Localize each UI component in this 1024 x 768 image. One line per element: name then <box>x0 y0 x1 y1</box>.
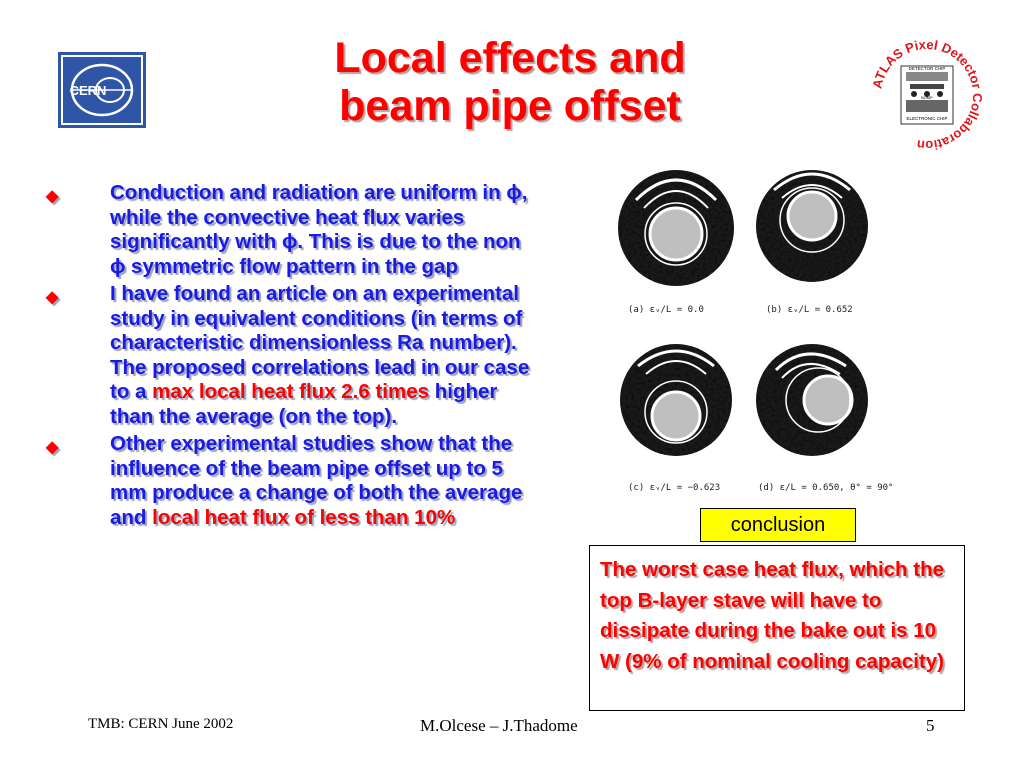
flow-caption-d: (d) ε/L = 0.650, θ° = 90° <box>758 483 894 493</box>
bullet-text-after: higher than the average (on the top). <box>110 380 498 428</box>
atlas-chip-label-3: ELECTRONIC CHIP <box>906 116 948 121</box>
diamond-bullet-icon: ◆ <box>46 188 59 205</box>
bullet-text: Conduction and radiation are uniform in ϕ, while the convective heat flux varies significantly with ϕ. This is due to the non ϕ symmetric flow pattern in the gap <box>110 181 528 278</box>
atlas-pixel-logo <box>868 36 986 154</box>
flow-panel-a <box>618 170 734 286</box>
conclusion-label: conclusion <box>700 508 856 542</box>
bullet-highlight: local heat flux of less than 10% <box>152 505 456 529</box>
diamond-bullet-icon: ◆ <box>46 289 59 306</box>
flow-panel-b <box>756 170 868 282</box>
bullet-item <box>40 282 540 429</box>
slide-title <box>250 34 770 130</box>
bullet-text: I have found an article on an experimental study in equivalent conditions (in terms of characteristic dimensionless Ra number). The proposed correlations lead in our case to a <box>110 282 530 403</box>
cern-logo-text: CERN <box>69 83 107 98</box>
conclusion-text: The worst case heat flux, which the top B-layer stave will have to dissipate during the bake out is 10 W (9% of nominal cooling capacity) <box>600 558 945 673</box>
flow-caption-b: (b) εᵥ/L = 0.652 <box>766 305 853 315</box>
atlas-chip-label-1: DETECTOR CHIP <box>908 66 946 71</box>
flow-caption-a: (a) εᵥ/L = 0.0 <box>628 305 704 315</box>
bullet-list <box>40 181 540 533</box>
page-number: 5 <box>926 716 935 735</box>
atlas-ring-text: ATLAS Pixel Detector Collaboration <box>869 36 986 154</box>
footer-left: TMB: CERN June 2002 <box>88 716 234 732</box>
bullet-item <box>40 181 540 279</box>
bullet-highlight: max local heat flux 2.6 times <box>152 380 430 403</box>
cern-logo <box>58 52 146 128</box>
bullet-item <box>40 432 540 530</box>
atlas-chip-label-2: BUMP <box>921 95 933 100</box>
flow-panel-d <box>756 344 868 456</box>
slide-title-line1: Local effects and <box>334 34 686 82</box>
conclusion-box <box>589 545 965 711</box>
flow-caption-c: (c) εᵥ/L = −0.623 <box>628 483 721 493</box>
footer-center: M.Olcese – J.Thadome <box>420 716 578 735</box>
diamond-bullet-icon: ◆ <box>46 439 59 456</box>
bullet-text: Other experimental studies show that the influence of the beam pipe offset up to 5 mm produce a change of both the average and <box>110 432 523 529</box>
slide-title-line2: beam pipe offset <box>339 82 681 130</box>
flow-panel-c <box>620 344 732 456</box>
flow-pattern-figure <box>606 160 894 500</box>
